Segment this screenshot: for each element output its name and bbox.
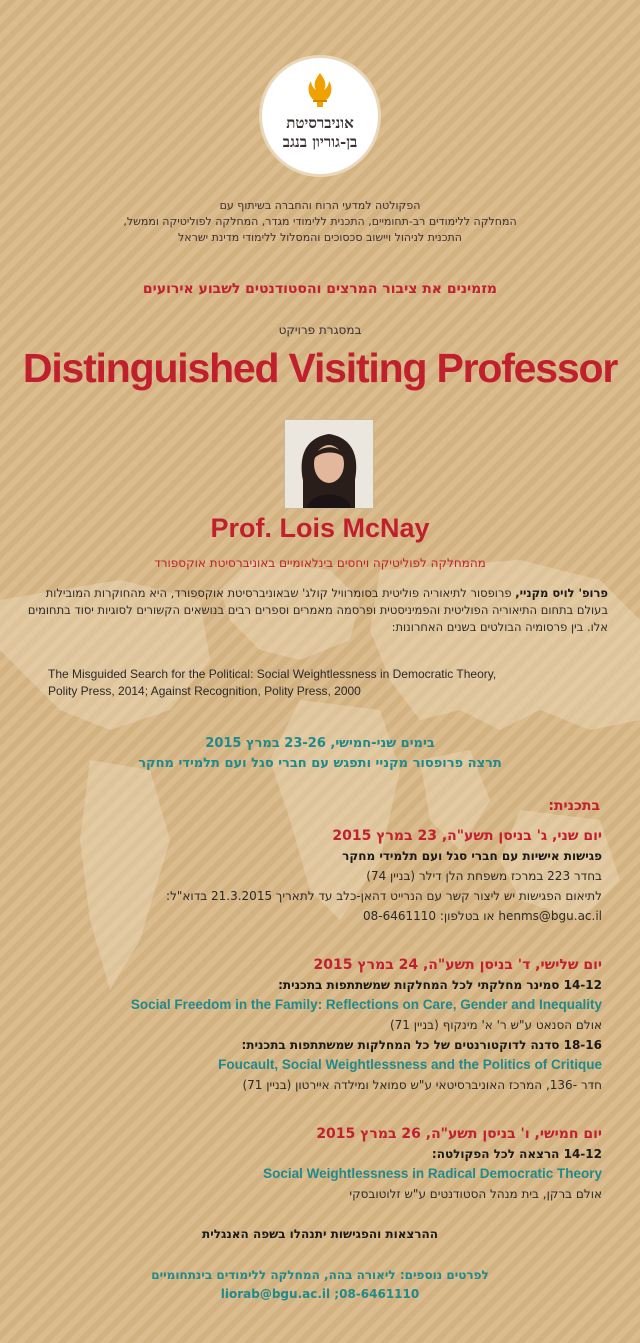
logo-line-2: בן-גוריון בנגב: [282, 133, 358, 151]
monday-title: יום שני, ג' בניסן תשע"ה, 23 במרץ 2015: [332, 828, 602, 844]
monday-contact: henms@bgu.ac.il או בטלפון: 08-6461110: [362, 909, 602, 923]
university-logo: [262, 58, 378, 174]
invitation-heading: מזמינים את ציבור המרצים והסטודנטים לשבוע אירועים: [142, 281, 498, 297]
language-note: ההרצאות והפגישות יתנהלו בשפה האנגלית: [202, 1227, 438, 1241]
contact-line-1: לפרטים נוספים: ליאורה בהה, המחלקה ללימודים בינתחומיים: [151, 1268, 489, 1282]
thursday-lecture-topic: Social Weightlessness in Radical Democratic Theory: [263, 1166, 602, 1181]
tuesday-seminar-location: אולם הסנאט ע"ש ר' א' מינקוף (בניין 71): [389, 1018, 602, 1032]
monday-schedule: [36, 826, 602, 926]
professor-name: Prof. Lois McNay: [210, 513, 430, 543]
bio-text: פרופסור לתיאוריה פוליטית בסומרוויל קולג' שבאוניברסיטת אוקספורד, היא מהחוקרות המובילות בעולם בתחום התיאוריה הפוליטית והפמיניסטית ופרסמה מאמרים וספרים רבים בנושאים הקשורים לסוגיות יסוד בתחומים אלו. בין פרסומיה הבולטים בשנים האחרונות:: [27, 586, 608, 634]
monday-location: בחדר 223 במרכז משפחת הלן דילר (בניין 74): [366, 869, 602, 883]
tuesday-seminar-topic: Social Freedom in the Family: Reflections on Care, Gender and Inequality: [130, 997, 602, 1012]
monday-booking-info: לתיאום הפגישות יש ליצור קשר עם הנרייט דהאן-כלב עד לתאריך 21.3.2015 בדוא"ל:: [166, 889, 602, 903]
portrait-image: [285, 420, 373, 508]
logo-text: [262, 114, 378, 152]
faculty-line-1: הפקולטה למדעי הרוח והחברה בשיתוף עם: [219, 199, 421, 212]
thursday-lecture-title: 14-12 הרצאה לכל הפקולטה:: [431, 1147, 602, 1161]
tuesday-title: יום שלישי, ד' בניסן תשע"ה, 24 במרץ 2015: [313, 957, 602, 973]
faculty-line-3: התכנית לניהול ויישוב סכסוכים והמסלול ללימודי מדינת ישראל: [178, 231, 462, 244]
framework-label: במסגרת פרויקט: [278, 323, 362, 337]
visit-dates-line-1: בימים שני-חמישי, 23-26 במרץ 2015: [205, 736, 435, 751]
publications-line-1: The Misguided Search for the Political: Social Weightlessness in Democratic Theory,: [48, 667, 497, 681]
tuesday-seminar-title: 14-12 סמינר מחלקתי לכל המחלקות שמשתתפות בתכנית:: [278, 978, 602, 992]
tuesday-schedule: [36, 955, 602, 1095]
contact-info: [80, 1266, 560, 1304]
thursday-schedule: [36, 1124, 602, 1204]
tuesday-workshop-location: חדר -136, המרכז האוניברסיטאי ע"ש סמואל ומילדה איירטון (בניין 71): [242, 1078, 602, 1092]
project-title: Distinguished Visiting Professor: [22, 345, 618, 391]
thursday-lecture-location: אולם ברקן, בית מנהל הסטודנטים ע"ש זלוטובסקי: [349, 1187, 602, 1201]
professor-bio: [22, 585, 608, 636]
monday-subtitle: פגישות אישיות עם חברי סגל ועם תלמידי מחקר: [342, 849, 602, 863]
professor-department: מהמחלקה לפוליטיקה ויחסים בינלאומיים באוניברסיטת אוקספורד: [154, 556, 486, 570]
program-label: בתכנית:: [548, 798, 600, 814]
logo-line-1: אוניברסיטת: [286, 114, 354, 132]
faculty-credits: [80, 198, 560, 246]
tuesday-workshop-topic: Foucault, Social Weightlessness and the Politics of Critique: [218, 1057, 602, 1072]
tuesday-workshop-title: 18-16 סדנה לדוקטורנטים של כל המחלקות שמשתתפות בתכנית:: [241, 1038, 602, 1052]
contact-line-2[interactable]: liorab@bgu.ac.il ;08-6461110: [220, 1287, 420, 1301]
publications: [48, 666, 618, 700]
professor-photo: [284, 419, 374, 509]
flame-torch-icon: [305, 72, 335, 108]
faculty-line-2: המחלקה ללימודים רב-תחומיים, התכנית ללימודי מגדר, המחלקה לפוליטיקה וממשל,: [123, 215, 517, 228]
visit-dates-line-2: תרצה פרופסור מקניי ותפגש עם חברי סגל ועם תלמידי מחקר: [138, 756, 502, 771]
bio-name: פרופ' לויס מקניי,: [515, 586, 608, 600]
publications-line-2: Polity Press, 2014; Against Recognition, Polity Press, 2000: [48, 684, 361, 698]
visit-dates: [60, 734, 580, 774]
thursday-title: יום חמישי, ו' בניסן תשע"ה, 26 במרץ 2015: [316, 1126, 602, 1142]
